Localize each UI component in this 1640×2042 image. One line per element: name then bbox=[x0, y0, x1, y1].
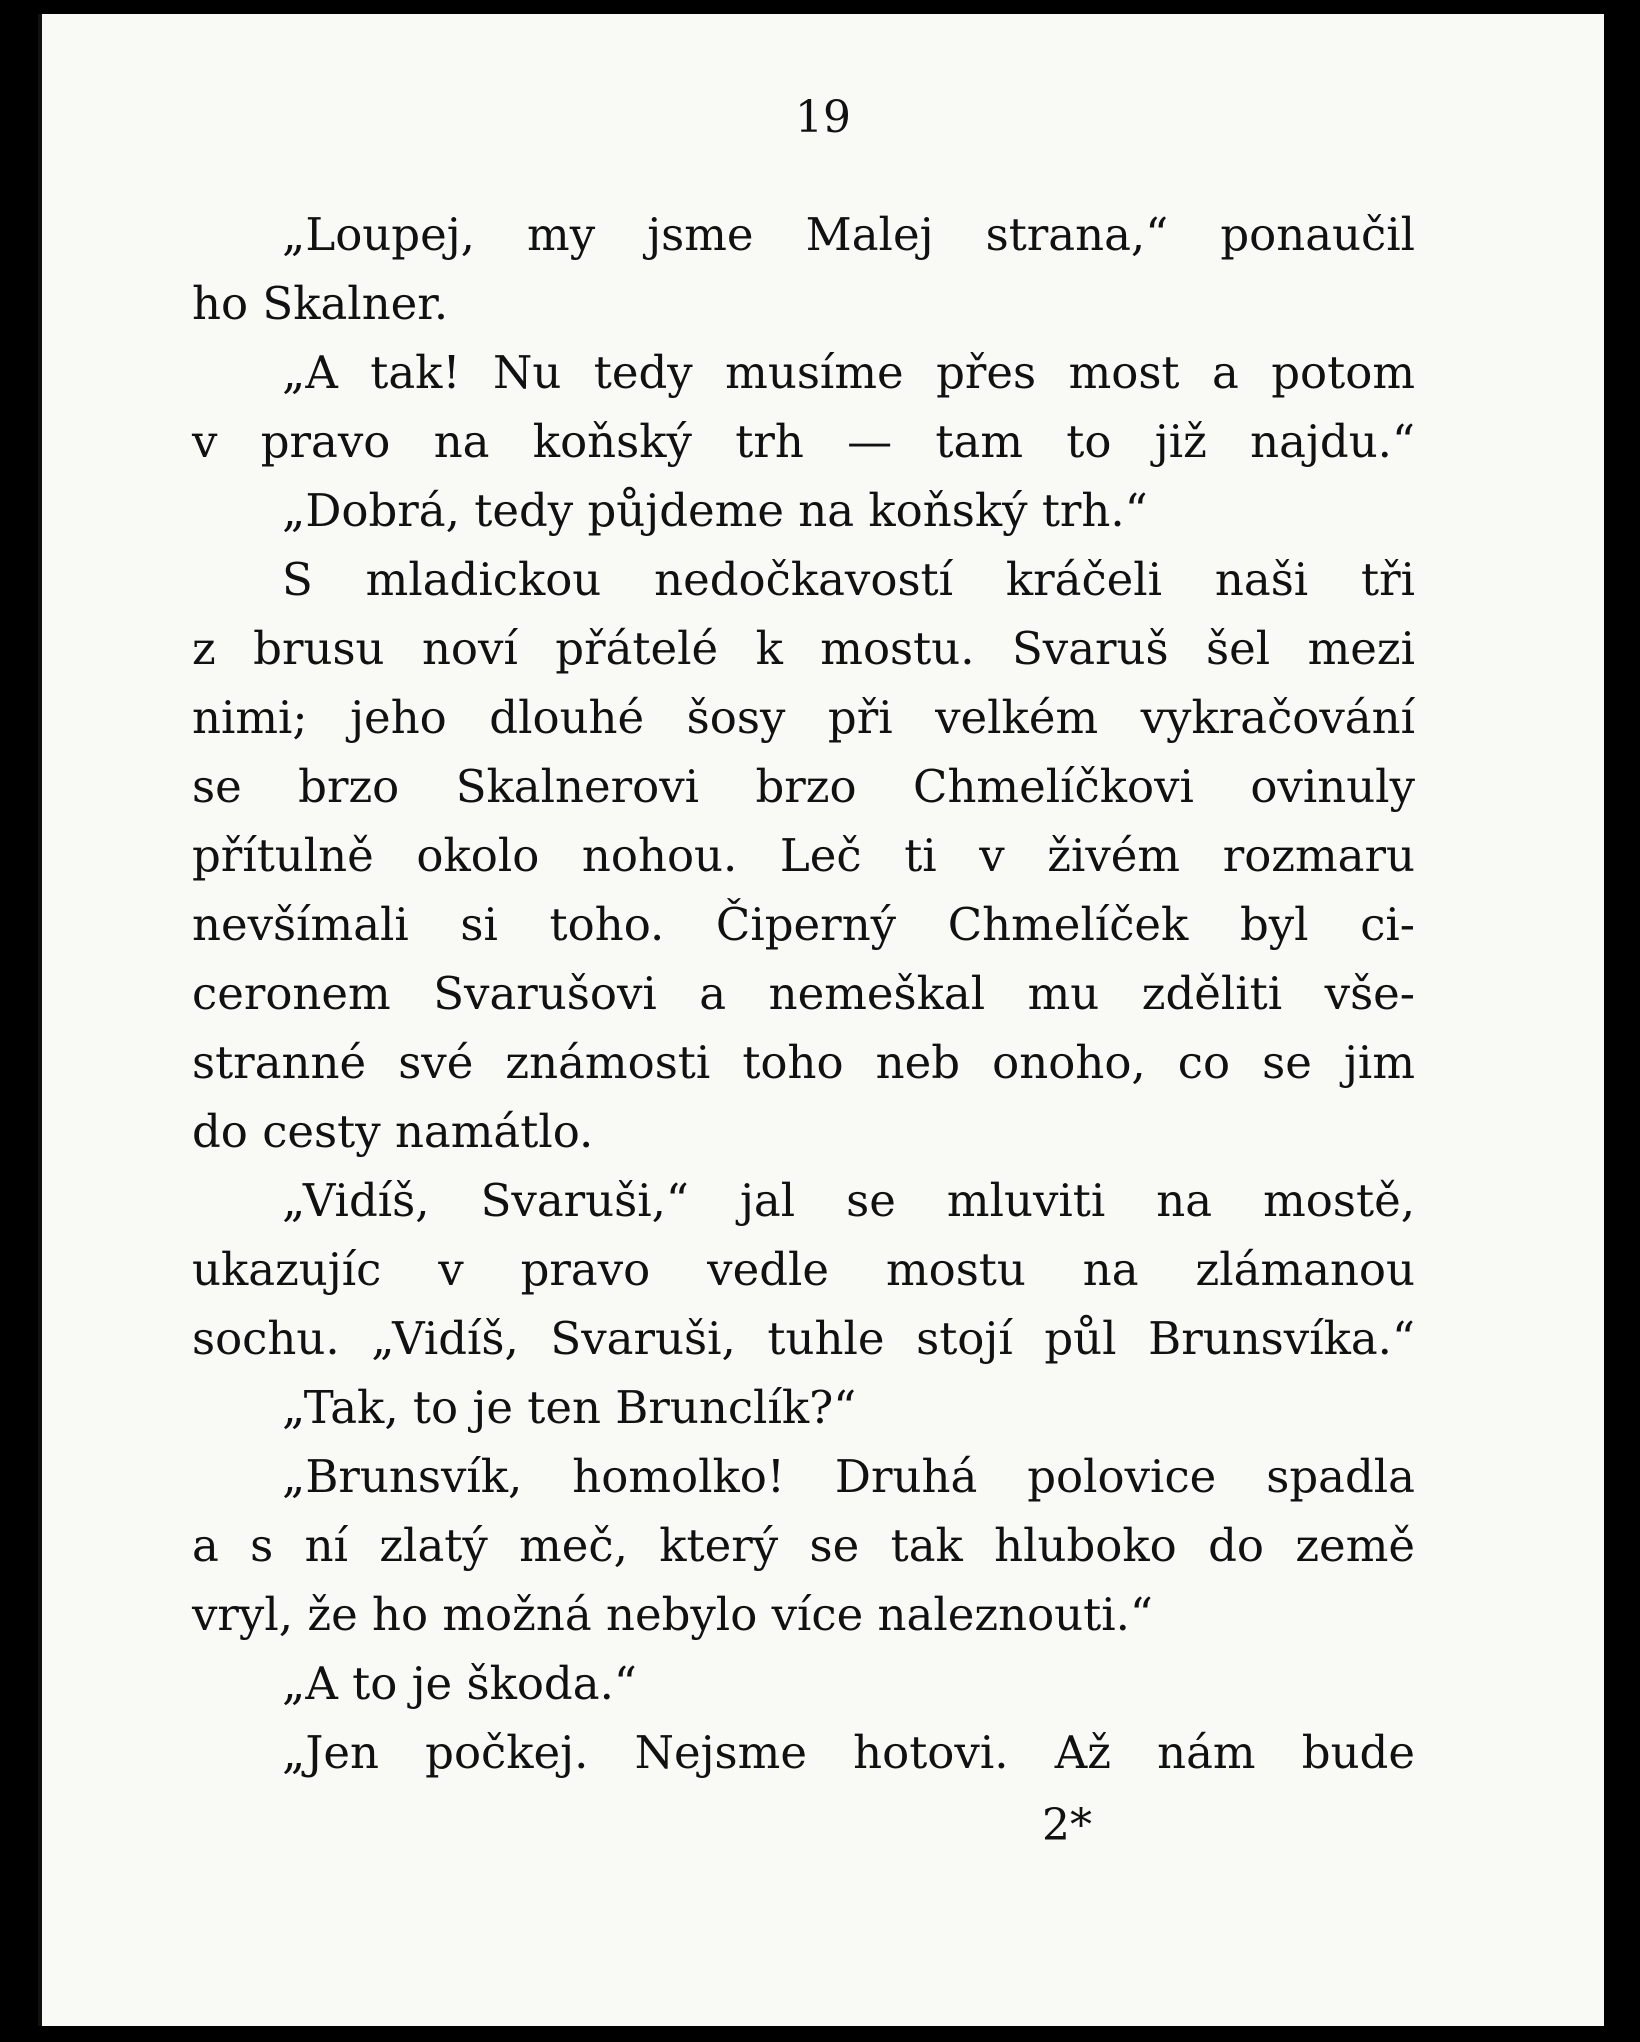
signature-mark: 2* bbox=[1042, 1800, 1092, 1851]
text-line: stranné své známosti toho neb onoho, co se jim bbox=[192, 1036, 1415, 1089]
text-line: „A to je škoda.“ bbox=[282, 1657, 637, 1710]
text-line: „Loupej, my jsme Malej strana,“ ponaučil bbox=[282, 208, 1415, 261]
text-line: a s ní zlatý meč, který se tak hluboko do země bbox=[192, 1519, 1415, 1572]
text-line: z brusu noví přátelé k mostu. Svaruš šel mezi bbox=[192, 622, 1415, 675]
text-line: ho Skalner. bbox=[192, 277, 449, 330]
text-line: „Brunsvík, homolko! Druhá polovice spadla bbox=[282, 1450, 1415, 1503]
text-line: v pravo na koňský trh — tam to již najdu.“ bbox=[192, 415, 1415, 468]
text-line: „Tak, to je ten Brunclík?“ bbox=[282, 1381, 857, 1434]
book-page bbox=[38, 14, 1604, 2026]
text-line: přítulně okolo nohou. Leč ti v živém rozmaru bbox=[192, 829, 1415, 882]
text-line: vryl, že ho možná nebylo více naleznouti.“ bbox=[192, 1588, 1153, 1641]
body-text bbox=[192, 200, 1415, 1787]
text-line: „Vidíš, Svaruši,“ jal se mluviti na mostě, bbox=[282, 1174, 1415, 1227]
page-number: 19 bbox=[795, 92, 851, 143]
text-line: S mladickou nedočkavostí kráčeli naši tři bbox=[282, 553, 1415, 606]
text-line: do cesty namátlo. bbox=[192, 1105, 594, 1158]
text-line: ceronem Svarušovi a nemeškal mu zděliti vše- bbox=[192, 967, 1415, 1020]
text-line: sochu. „Vidíš, Svaruši, tuhle stojí půl Brunsvíka.“ bbox=[192, 1312, 1415, 1365]
text-line: „A tak! Nu tedy musíme přes most a potom bbox=[282, 346, 1415, 399]
text-line: se brzo Skalnerovi brzo Chmelíčkovi ovinuly bbox=[192, 760, 1415, 813]
text-line: „Jen počkej. Nejsme hotovi. Až nám bude bbox=[282, 1726, 1415, 1779]
text-line: „Dobrá, tedy půjdeme na koňský trh.“ bbox=[282, 484, 1148, 537]
text-line: nevšímali si toho. Čiperný Chmelíček byl ci- bbox=[192, 898, 1415, 951]
text-line: ukazujíc v pravo vedle mostu na zlámanou bbox=[192, 1243, 1415, 1296]
text-line: nimi; jeho dlouhé šosy při velkém vykračování bbox=[192, 691, 1415, 744]
